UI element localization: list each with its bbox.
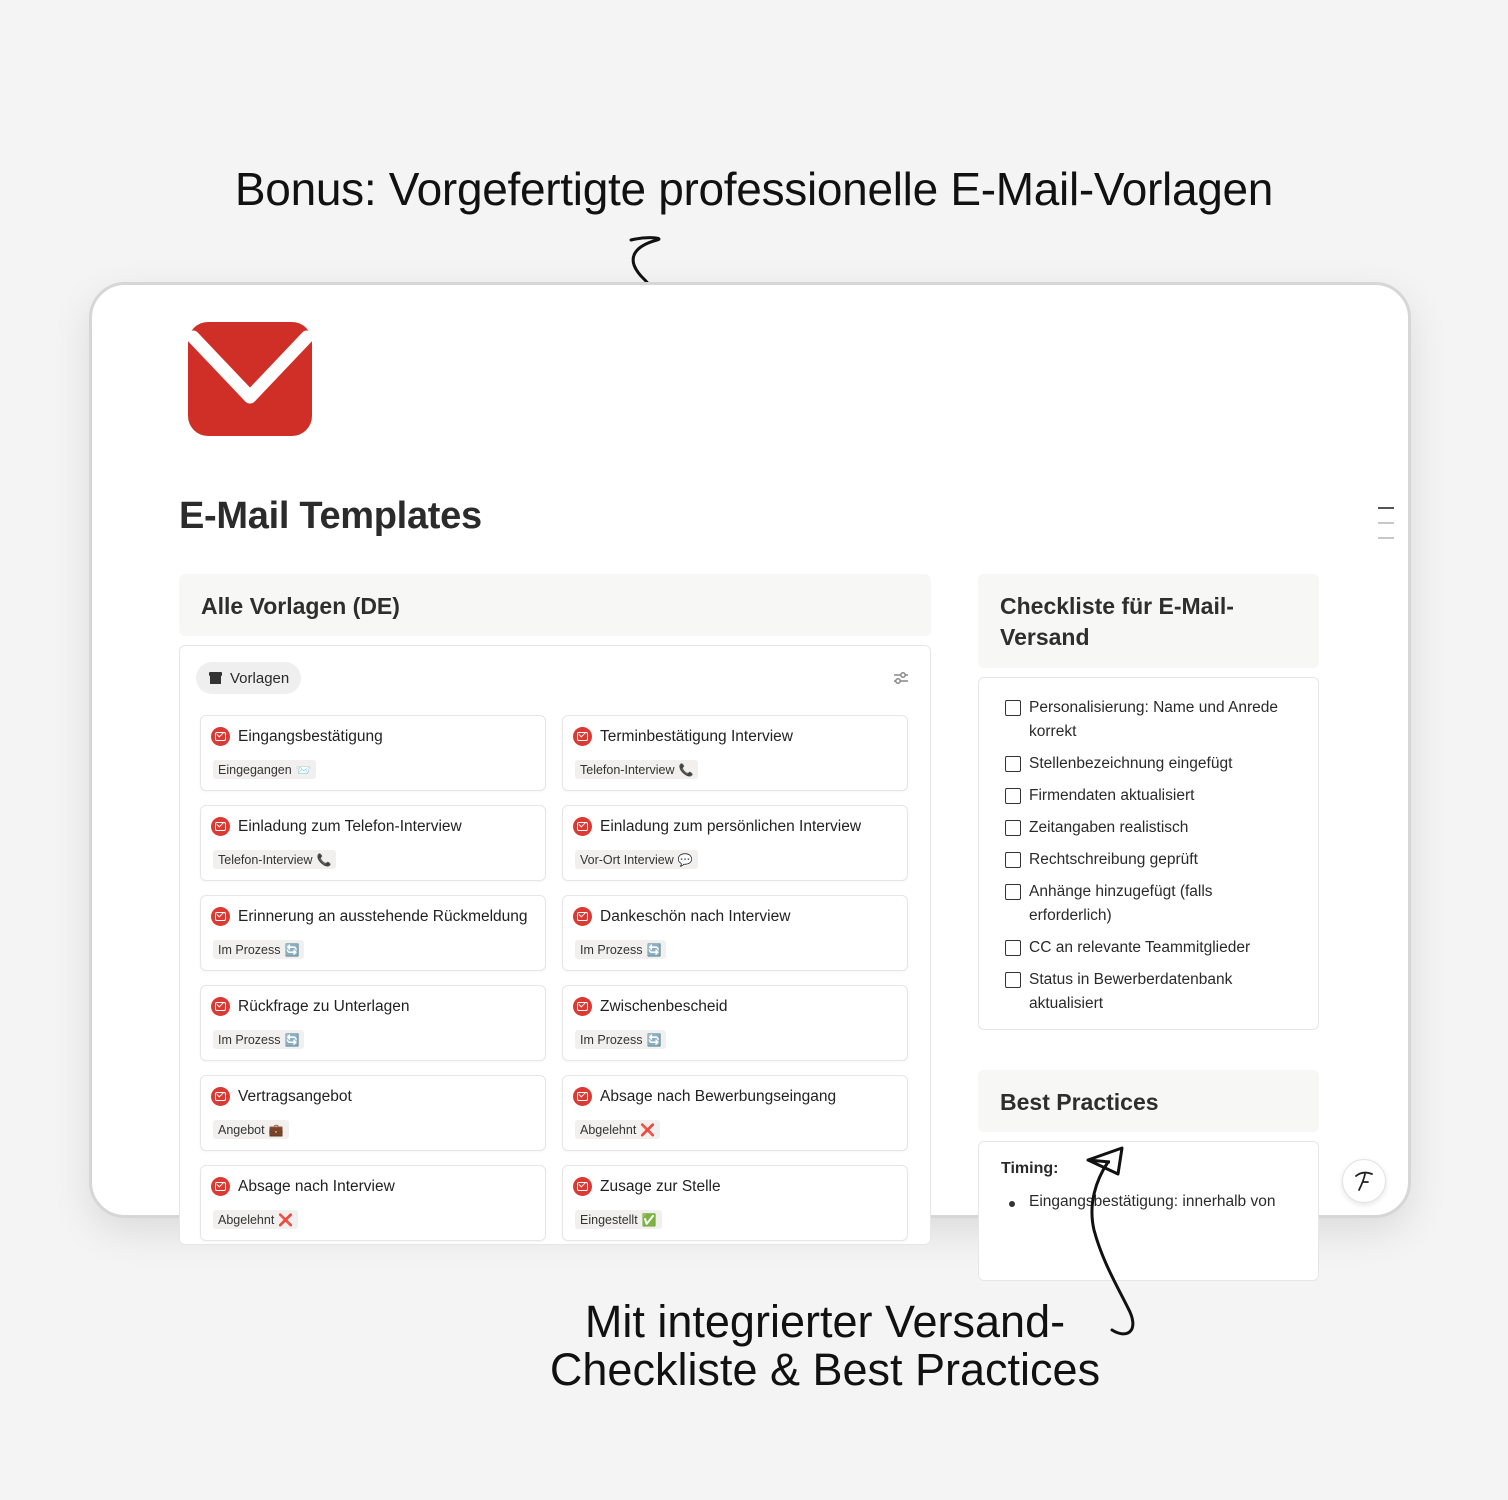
template-card[interactable] xyxy=(562,715,908,791)
best-practices-header xyxy=(978,1070,1319,1132)
phone-icon: 📞 xyxy=(678,762,694,777)
checklist-item[interactable]: Personalisierung: Name und Anrede korrekt xyxy=(1005,696,1300,744)
inbox-tray-icon: 📨 xyxy=(295,762,311,777)
refresh-icon: 🔄 xyxy=(284,1032,300,1047)
timing-bullet: Eingangsbestätigung: innerhalb von xyxy=(1009,1193,1275,1211)
card-title: Terminbestätigung Interview xyxy=(600,727,793,745)
status-tag: Vor-Ort Interview 💬 xyxy=(575,850,698,869)
phone-icon: 📞 xyxy=(316,852,332,867)
best-practices-header-label: Best Practices xyxy=(1000,1089,1159,1115)
checkbox[interactable] xyxy=(1005,700,1021,716)
checklist-item[interactable]: Firmendaten aktualisiert xyxy=(1005,784,1300,808)
status-tag: Im Prozess 🔄 xyxy=(575,1030,666,1049)
checklist-item[interactable]: Zeitangaben realistisch xyxy=(1005,816,1300,840)
template-card[interactable] xyxy=(562,1075,908,1151)
checkbox[interactable] xyxy=(1005,756,1021,772)
page-title: E-Mail Templates xyxy=(179,495,482,537)
briefcase-icon: 💼 xyxy=(268,1122,284,1137)
envelope-icon xyxy=(187,321,313,437)
timing-label: Timing: xyxy=(1001,1160,1059,1177)
promo-caption-line1: Mit integrierter Versand- xyxy=(584,1296,1066,1347)
checkbox[interactable] xyxy=(1005,820,1021,836)
template-card[interactable] xyxy=(562,1165,908,1241)
template-card[interactable] xyxy=(200,1075,546,1151)
checklist-item[interactable]: Stellenbezeichnung eingefügt xyxy=(1005,752,1300,776)
checklist-item[interactable]: Anhänge hinzugefügt (falls erforderlich) xyxy=(1005,880,1300,928)
template-card[interactable] xyxy=(200,895,546,971)
checklist-item[interactable]: Rechtschreibung geprüft xyxy=(1005,848,1300,872)
red-x-icon: ❌ xyxy=(640,1122,656,1137)
green-check-icon: ✅ xyxy=(641,1212,657,1227)
refresh-icon: 🔄 xyxy=(646,1032,662,1047)
gallery-header xyxy=(179,574,931,636)
status-tag: Eingestellt ✅ xyxy=(575,1210,662,1229)
status-tag: Angebot 💼 xyxy=(213,1120,289,1139)
archive-box-icon xyxy=(209,672,222,684)
card-title: Absage nach Bewerbungseingang xyxy=(600,1087,837,1105)
checkbox[interactable] xyxy=(1005,884,1021,900)
template-card[interactable] xyxy=(562,985,908,1061)
template-card[interactable] xyxy=(200,1165,546,1241)
mail-icon xyxy=(211,1177,230,1196)
promo-caption xyxy=(480,1298,1170,1394)
checklist-header xyxy=(978,574,1319,668)
status-tag: Im Prozess 🔄 xyxy=(213,940,304,959)
card-title: Erinnerung an ausstehende Rückmeldung xyxy=(238,907,528,925)
sliders-icon[interactable] xyxy=(892,669,910,687)
template-card[interactable] xyxy=(562,805,908,881)
mail-icon xyxy=(211,817,230,836)
status-tag: Abgelehnt ❌ xyxy=(575,1120,660,1139)
mail-icon xyxy=(573,997,592,1016)
mail-icon xyxy=(573,727,592,746)
gallery-header-label: Alle Vorlagen (DE) xyxy=(201,593,400,619)
template-card[interactable] xyxy=(200,805,546,881)
status-tag: Eingegangen 📨 xyxy=(213,760,316,779)
status-tag: Telefon-Interview 📞 xyxy=(213,850,336,869)
card-title: Eingangsbestätigung xyxy=(238,727,383,745)
promo-caption-line2: Checkliste & Best Practices xyxy=(549,1344,1101,1395)
card-title: Absage nach Interview xyxy=(238,1177,395,1195)
checklist-item[interactable]: Status in Bewerberdatenbank aktualisiert xyxy=(1005,968,1300,1016)
view-tab-label: Vorlagen xyxy=(230,669,290,687)
app-window xyxy=(89,282,1411,1227)
red-x-icon: ❌ xyxy=(278,1212,294,1227)
card-title: Zusage zur Stelle xyxy=(600,1177,721,1195)
mail-icon xyxy=(573,1177,592,1196)
status-tag: Telefon-Interview 📞 xyxy=(575,760,698,779)
checklist-header-line1: Checkliste für E-Mail- xyxy=(1000,593,1234,619)
checkbox[interactable] xyxy=(1005,788,1021,804)
table-of-contents-icon[interactable] xyxy=(1378,507,1394,552)
mail-icon xyxy=(211,997,230,1016)
status-tag: Abgelehnt ❌ xyxy=(213,1210,298,1229)
mail-icon xyxy=(211,1087,230,1106)
checklist xyxy=(1005,696,1300,1024)
checkbox[interactable] xyxy=(1005,940,1021,956)
checkbox[interactable] xyxy=(1005,972,1021,988)
refresh-icon: 🔄 xyxy=(646,942,662,957)
status-tag: Im Prozess 🔄 xyxy=(213,1030,304,1049)
help-pen-icon xyxy=(1353,1169,1375,1193)
mail-icon xyxy=(211,907,230,926)
mail-icon xyxy=(573,1087,592,1106)
card-title: Einladung zum Telefon-Interview xyxy=(238,817,462,835)
view-tab-vorlagen[interactable] xyxy=(196,662,301,694)
card-title: Dankeschön nach Interview xyxy=(600,907,791,925)
checklist-item[interactable]: CC an relevante Teammitglieder xyxy=(1005,936,1300,960)
gallery-panel xyxy=(179,645,931,1245)
card-title: Rückfrage zu Unterlagen xyxy=(238,997,410,1015)
card-title: Zwischenbescheid xyxy=(600,997,728,1015)
template-card[interactable] xyxy=(200,715,546,791)
mail-icon xyxy=(211,727,230,746)
checklist-header-line2: Versand xyxy=(1000,624,1090,650)
status-tag: Im Prozess 🔄 xyxy=(575,940,666,959)
refresh-icon: 🔄 xyxy=(284,942,300,957)
help-button[interactable] xyxy=(1342,1159,1386,1203)
mail-icon xyxy=(573,817,592,836)
checkbox[interactable] xyxy=(1005,852,1021,868)
promo-headline: Bonus: Vorgefertigte professionelle E-Mail-Vorlagen xyxy=(234,163,1274,215)
speech-bubble-icon: 💬 xyxy=(677,852,693,867)
card-title: Vertragsangebot xyxy=(238,1087,352,1105)
mail-icon xyxy=(573,907,592,926)
gallery-toolbar xyxy=(196,662,914,696)
card-title: Einladung zum persönlichen Interview xyxy=(600,817,862,835)
checklist-panel xyxy=(978,677,1319,1030)
template-card[interactable] xyxy=(200,985,546,1061)
template-card[interactable] xyxy=(562,895,908,971)
